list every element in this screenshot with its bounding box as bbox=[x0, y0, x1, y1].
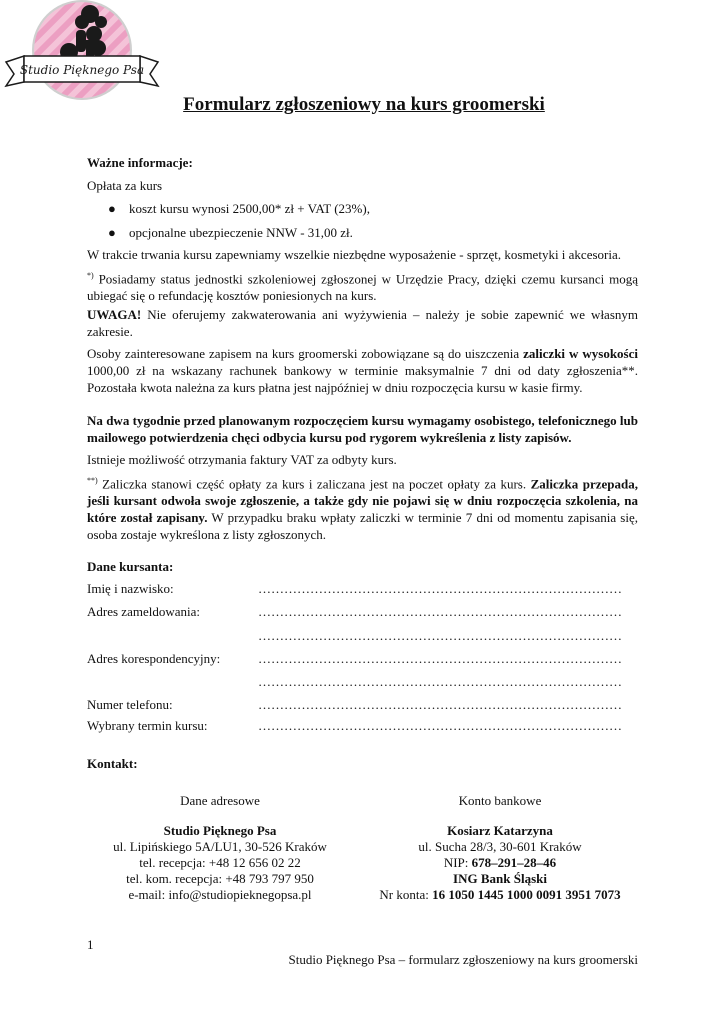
bank-column bbox=[370, 793, 630, 903]
bullet-marker: ● bbox=[108, 225, 116, 240]
address-name: Studio Pięknego Psa bbox=[163, 823, 277, 838]
fee-intro: Opłata za kurs bbox=[87, 178, 163, 193]
contact-heading: Kontakt: bbox=[87, 756, 138, 771]
field-registered-address-input-2[interactable]: ………………………………………………………………………… bbox=[258, 628, 622, 643]
address-column bbox=[90, 793, 350, 903]
address-email: e-mail: info@studiopieknegopsa.pl bbox=[128, 887, 312, 902]
logo-text: Studio Pięknego Psa bbox=[19, 63, 145, 77]
page-title: Formularz zgłoszeniowy na kurs groomerski bbox=[183, 94, 545, 115]
address-title: Dane adresowe bbox=[180, 793, 260, 808]
bullet-course-cost: koszt kursu wynosi 2500,00* zł + VAT (23%), bbox=[129, 201, 370, 216]
field-label-registered-address: Adres zameldowania: bbox=[87, 604, 200, 619]
bank-name: ING Bank Śląski bbox=[453, 871, 547, 886]
page-footer: Studio Pięknego Psa – formularz zgłoszeniowy na kurs groomerski bbox=[288, 952, 638, 967]
uwaga-paragraph: UWAGA! Nie oferujemy zakwaterowania ani wyżywienia – należy je sobie zapewnić we własnym zakresie. bbox=[87, 307, 638, 339]
bank-owner-name: Kosiarz Katarzyna bbox=[447, 823, 553, 838]
bank-owner-street: ul. Sucha 28/3, 30-601 Kraków bbox=[418, 839, 582, 854]
note-refund: *) Posiadamy status jednostki szkoleniowej zgłoszonej w Urzędzie Pracy, dzięki czemu kursanci mogą ubiegać się o refundację kosztów poniesionych na kurs. bbox=[87, 271, 638, 304]
field-correspondence-address-input-2[interactable]: ………………………………………………………………………… bbox=[258, 674, 622, 689]
field-label-correspondence-address: Adres korespondencyjny: bbox=[87, 651, 221, 666]
deposit-paragraph: Osoby zainteresowane zapisem na kurs groomerski zobowiązane są do uiszczenia zaliczki w wysokości 1000,00 zł na wskazany rachunek bankowy w terminie maksymalnie 7 dni od daty zgłoszenia**. Pozostała kwota należna za kurs płatna jest najpóźniej w dniu rozpoczęcia kursu w kasie firmy. bbox=[87, 346, 638, 395]
page-number: 1 bbox=[87, 937, 94, 952]
field-registered-address-input[interactable]: ………………………………………………………………………… bbox=[258, 604, 622, 619]
address-street: ul. Lipińskiego 5A/LU1, 30-526 Kraków bbox=[113, 839, 327, 854]
vat-paragraph: Istnieje możliwość otrzymania faktury VAT za odbyty kurs. bbox=[87, 452, 397, 467]
bullet-marker: ● bbox=[108, 201, 116, 216]
info-heading: Ważne informacje: bbox=[87, 155, 193, 170]
field-name-input[interactable]: ………………………………………………………………………… bbox=[258, 581, 622, 596]
field-phone-input[interactable]: ………………………………………………………………………… bbox=[258, 697, 622, 712]
note-deposit: **) Zaliczka stanowi część opłaty za kurs i zaliczana jest na poczet opłaty za kurs. Zaliczka przepada, jeśli kursant odwoła swoje zgłoszenie, a także gdy nie pojawi się w dniu rozpoczęcia szkolenia, na które został zapisany. W przypadku braku wpłaty zaliczki w terminie 7 dni od momentu zapisania się, osoba zostaje wykreślona z listy zgłoszonych. bbox=[87, 476, 638, 543]
bank-nip: NIP: 678–291–28–46 bbox=[443, 855, 557, 870]
address-phone: tel. recepcja: +48 12 656 02 22 bbox=[139, 855, 301, 870]
field-course-date-input[interactable]: ………………………………………………………………………… bbox=[258, 718, 622, 733]
equipment-paragraph: W trakcie trwania kursu zapewniamy wszelkie niezbędne wyposażenie - sprzęt, kosmetyki i akcesoria. bbox=[87, 247, 621, 262]
bank-account: Nr konta: 16 1050 1445 1000 0091 3951 7073 bbox=[379, 887, 621, 902]
form-heading: Dane kursanta: bbox=[87, 559, 174, 574]
field-correspondence-address-input[interactable]: ………………………………………………………………………… bbox=[258, 651, 622, 666]
address-mobile: tel. kom. recepcja: +48 793 797 950 bbox=[126, 871, 314, 886]
field-label-phone: Numer telefonu: bbox=[87, 697, 173, 712]
confirmation-paragraph: Na dwa tygodnie przed planowanym rozpoczęciem kursu wymagamy osobistego, telefonicznego lub mailowego potwierdzenia chęci odbycia kursu pod rygorem wykreślenia z listy zapisów. bbox=[87, 413, 638, 445]
field-label-name: Imię i nazwisko: bbox=[87, 581, 174, 596]
bank-title: Konto bankowe bbox=[458, 793, 542, 808]
field-label-course-date: Wybrany termin kursu: bbox=[87, 718, 208, 733]
bullet-insurance: opcjonalne ubezpieczenie NNW - 31,00 zł. bbox=[129, 225, 353, 240]
